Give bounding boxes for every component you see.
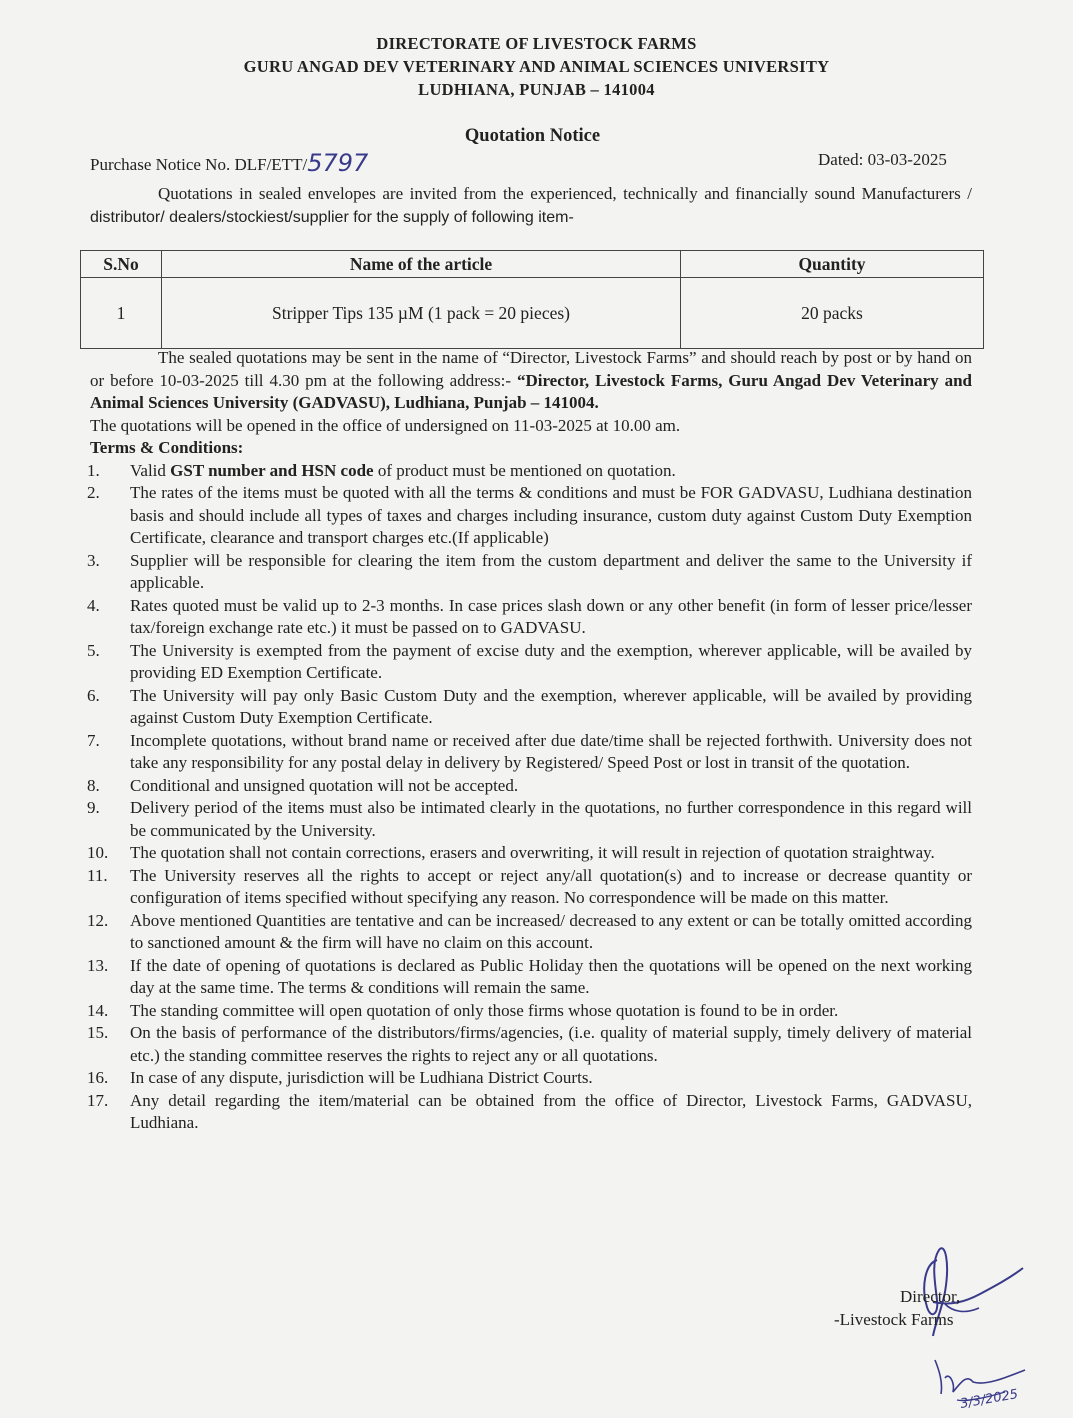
items-table <box>80 250 984 349</box>
purchase-notice-prefix: Purchase Notice No. DLF/ETT/ <box>90 155 308 174</box>
term-number: 15. <box>87 1023 109 1042</box>
header-directorate: DIRECTORATE OF LIVESTOCK FARMS <box>376 34 697 53</box>
term-number: 3. <box>87 550 100 570</box>
svg-text:3/3/2025: 3/3/2025 <box>959 1387 1020 1412</box>
term-item <box>87 1090 972 1135</box>
term-text: Rates quoted must be valid up to 2-3 months. In case prices slash down or any other benefit (in form of lesser price/lesser tax/foreign exchange rate etc.) it must be passed on to GADVASU. <box>130 595 972 637</box>
term-item <box>87 1022 972 1067</box>
term-item <box>87 1000 972 1023</box>
term-text: Any detail regarding the item/material can be obtained from the office of Director, Livestock Farms, GADVASU, Ludhiana. <box>130 1090 972 1132</box>
table-header-row <box>81 251 984 278</box>
term-item <box>87 955 972 1000</box>
term-number: 10. <box>87 843 109 862</box>
term-number: 12. <box>87 910 109 930</box>
column-header-article: Name of the article <box>162 251 681 278</box>
column-header-quantity: Quantity <box>681 251 984 278</box>
term-text: Delivery period of the items must also be intimated clearly in the quotations, no further correspondence in this regard will be communicated by the University. <box>130 798 972 840</box>
submission-address: “Director, Livestock Farms, Guru Angad Dev Veterinary and Animal Sciences University (GADVASU), Ludhiana, Punjab – 141004. <box>90 370 972 412</box>
signatory-title: Director, <box>900 1287 961 1306</box>
term-number: 11. <box>87 865 108 885</box>
term-number: 6. <box>87 685 100 705</box>
term-item <box>87 865 972 910</box>
term-number: 5. <box>87 640 100 660</box>
term-item <box>87 842 972 865</box>
term-number: 8. <box>87 775 100 795</box>
term-text: Above mentioned Quantities are tentative and can be increased/ decreased to any extent or can be totally omitted according to sanctioned amount & the firm will have no claim on this account. <box>130 910 972 952</box>
term-item <box>87 797 972 842</box>
term-item <box>87 550 972 595</box>
term-item <box>87 775 972 798</box>
term-item <box>87 460 972 483</box>
header-location: LUDHIANA, PUNJAB – 141004 <box>418 80 655 99</box>
term-number: 4. <box>87 595 100 615</box>
opening-paragraph: The quotations will be opened in the office of undersigned on 11-03-2025 at 10.00 am. <box>90 415 681 435</box>
term-item <box>87 640 972 685</box>
term-text: If the date of opening of quotations is declared as Public Holiday then the quotations will be opened on the next working day at the same time. The terms & conditions will remain the same. <box>130 955 972 997</box>
term-item <box>87 685 972 730</box>
term-text: Supplier will be responsible for clearing the item from the custom department and deliver the same to the University if applicable. <box>130 550 972 592</box>
header-university: GURU ANGAD DEV VETERINARY AND ANIMAL SCIENCES UNIVERSITY <box>243 57 830 76</box>
column-header-sno: S.No <box>81 251 162 278</box>
term-item <box>87 595 972 640</box>
cell-sno: 1 <box>81 278 162 349</box>
term-item <box>87 910 972 955</box>
term-number: 13. <box>87 955 109 975</box>
term-item <box>87 482 972 550</box>
term-text: On the basis of performance of the distributors/firms/agencies, (i.e. quality of material supply, timely delivery of material etc.) the standing committee reserves the rights to reject any or all quotations. <box>130 1023 972 1065</box>
terms-list <box>87 460 972 1135</box>
term-text: Valid <box>130 460 171 480</box>
term-number: 2. <box>87 483 100 502</box>
term-text-end: of product must be mentioned on quotation. <box>373 460 676 480</box>
intro-paragraph <box>90 182 972 229</box>
terms-heading: Terms & Conditions: <box>90 438 244 457</box>
purchase-notice-handwritten-number: 5797 <box>307 149 369 177</box>
notice-date: Dated: 03-03-2025 <box>818 150 947 169</box>
submission-paragraph: The sealed quotations may be sent in the name of “Director, Livestock Farms” and should reach by post or by hand on or before 10-03-2025 till 4.30 pm at the following address:- “Director, Livestock Farms, Guru Angad Dev Veterinary and Animal Sciences University (GADVASU), Ludhiana, Punjab – 141004. <box>90 348 972 412</box>
notice-title: Quotation Notice <box>464 126 601 146</box>
term-number: 1. <box>87 460 100 480</box>
term-number: 16. <box>87 1068 109 1087</box>
term-text: The standing committee will open quotation of only those firms whose quotation is found to be in order. <box>130 1000 839 1020</box>
cell-article: Stripper Tips 135 µM (1 pack = 20 pieces) <box>162 278 681 349</box>
term-item <box>87 730 972 775</box>
term-text: The quotation shall not contain corrections, erasers and overwriting, it will result in rejection of quotation straightway. <box>130 843 935 862</box>
term-text: Incomplete quotations, without brand name or received after due date/time shall be rejected forthwith. University does not take any responsibility for any postal delay in delivery by Registered/ Speed Post or lost in transit of the quotation. <box>130 730 972 772</box>
term-bold-text: GST number and HSN code <box>170 460 374 480</box>
cell-quantity: 20 packs <box>681 278 984 349</box>
intro-text: Quotations in sealed envelopes are invited from the experienced, technically and financially sound Manufacturers / distributor/ dealers/stockiest/supplier for the supply of following item- <box>90 184 972 226</box>
term-item <box>87 1067 972 1090</box>
term-text: The University reserves all the rights to accept or reject any/all quotation(s) and to increase or decrease quantity or configuration of items specified without specifying any reason. No correspondence will be made on this matter. <box>130 865 972 907</box>
term-text: The University is exempted from the payment of excise duty and the exemption, wherever applicable, will be availed by providing ED Exemption Certificate. <box>130 640 972 682</box>
term-number: 14. <box>87 1000 109 1020</box>
table-row <box>81 278 984 349</box>
term-number: 17. <box>87 1090 109 1110</box>
term-text: The University will pay only Basic Custom Duty and the exemption, wherever applicable, will be availed by providing against Custom Duty Exemption Certificate. <box>130 685 972 727</box>
notice-body <box>87 347 972 1135</box>
term-number: 9. <box>87 798 100 817</box>
purchase-notice-number <box>90 148 368 176</box>
signatory-office: -Livestock Farms <box>834 1310 954 1329</box>
term-text: The rates of the items must be quoted with all the terms & conditions and must be FOR GADVASU, Ludhiana destination basis and should include all types of taxes and charges including insurance, custom duty against Custom Duty Exemption Certificate, clearance and transport charges etc.(If applicable) <box>130 483 972 547</box>
term-number: 7. <box>87 730 100 750</box>
term-text: Conditional and unsigned quotation will not be accepted. <box>130 775 519 795</box>
term-text: In case of any dispute, jurisdiction will be Ludhiana District Courts. <box>130 1068 593 1087</box>
